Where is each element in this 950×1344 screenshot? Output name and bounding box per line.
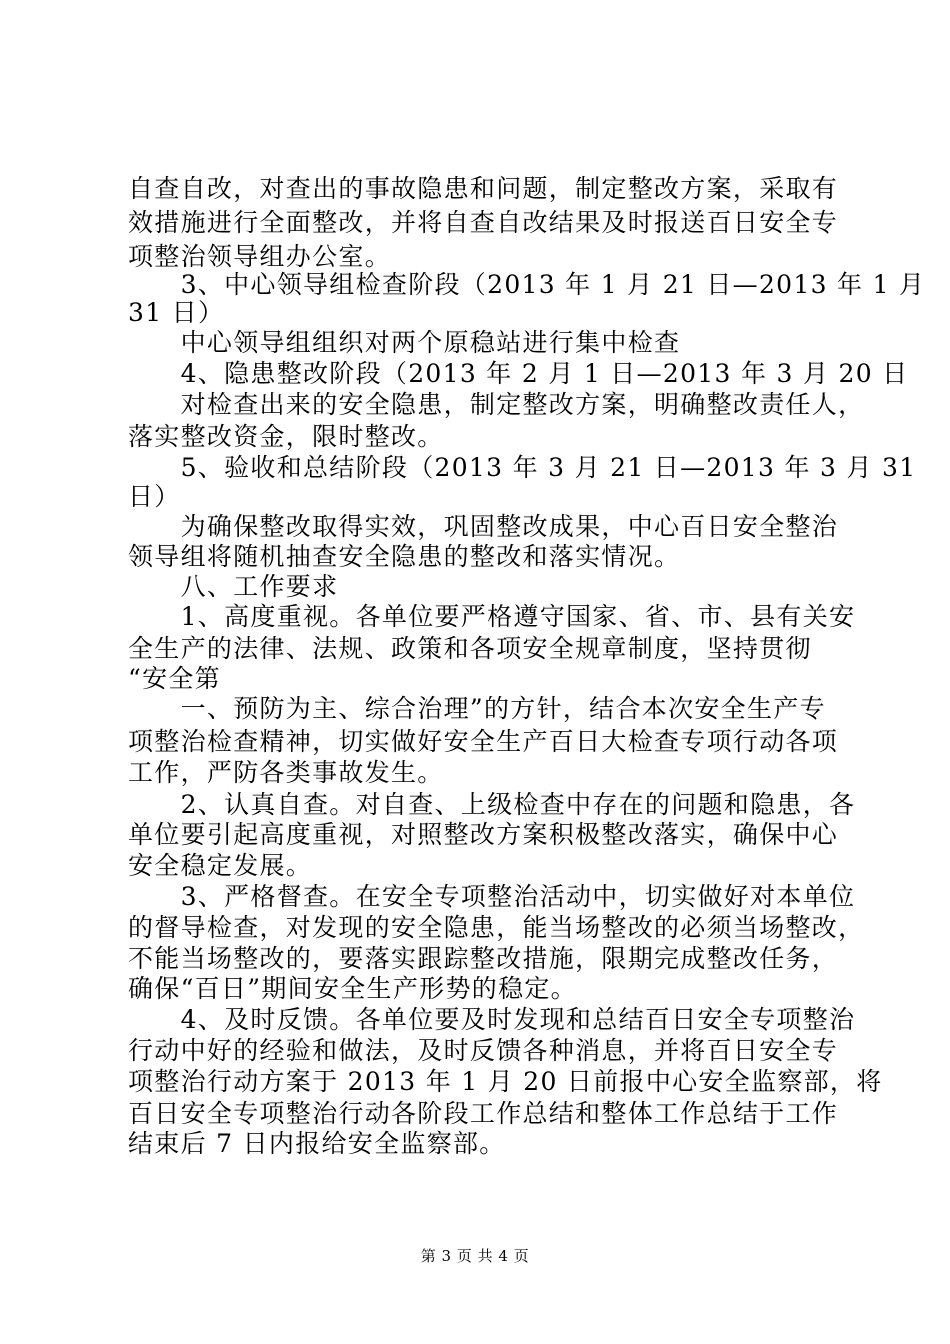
body-text-line: 为确保整改取得实效，巩固整改成果，中心百日安全整治 (128, 512, 839, 541)
body-text-line: 3、严格督查。在安全专项整治活动中，切实做好对本单位 (128, 882, 856, 911)
page-number-footer: 第 3 页 共 4 页 (420, 1247, 530, 1265)
body-text-line: 安全稳定发展。 (128, 851, 313, 880)
body-text-line: 工作，严防各类事故发生。 (128, 758, 444, 787)
body-text-line: 4、及时反馈。各单位要及时发现和总结百日安全专项整治 (128, 1005, 856, 1034)
body-text-line: 项整治领导组办公室。 (128, 242, 392, 271)
body-text-line: 结束后 7 日内报给安全监察部。 (128, 1129, 506, 1158)
body-text-line: 中心领导组组织对两个原稳站进行集中检查 (128, 328, 681, 357)
body-text-line: 3、中心领导组检查阶段（2013 年 1 月 21 日—2013 年 1 月 (128, 270, 926, 299)
body-text-line: 2、认真自查。对自查、上级检查中存在的问题和隐患，各 (128, 790, 856, 819)
body-text-line: 行动中好的经验和做法，及时反馈各种消息，并将百日安全专 (128, 1036, 839, 1065)
body-text-line: 百日安全专项整治行动各阶段工作总结和整体工作总结于工作 (128, 1099, 839, 1128)
body-text-line: 单位要引起高度重视，对照整改方案积极整改落实，确保中心 (128, 820, 839, 849)
body-text-line: 项整治行动方案于 2013 年 1 月 20 日前报中心安全监察部，将 (128, 1067, 883, 1096)
body-text-line: 落实整改资金，限时整改。 (128, 422, 444, 451)
body-text-line: 全生产的法律、法规、政策和各项安全规章制度，坚持贯彻 (128, 634, 812, 663)
body-text-line: 1、高度重视。各单位要严格遵守国家、省、市、县有关安 (128, 602, 856, 631)
body-text-line: 效措施进行全面整改，并将自查自改结果及时报送百日安全专 (128, 208, 839, 237)
body-text-line: 的督导检查，对发现的安全隐患，能当场整改的必须当场整改， (128, 913, 865, 942)
body-text-line: 日） (128, 482, 181, 511)
body-text-line: 项整治检查精神，切实做好安全生产百日大检查专项行动各项 (128, 727, 839, 756)
body-text-line: 领导组将随机抽查安全隐患的整改和落实情况。 (128, 542, 681, 571)
body-text-line: 5、验收和总结阶段（2013 年 3 月 21 日—2013 年 3 月 31 (128, 453, 917, 482)
body-text-line: “安全第 (128, 664, 221, 693)
body-text-line: 自查自改，对查出的事故隐患和问题，制定整改方案，采取有 (128, 174, 839, 203)
body-text-line: 一、预防为主、综合治理”的方针，结合本次安全生产专 (128, 694, 826, 723)
section-heading: 八、工作要求 (128, 572, 339, 601)
body-text-line: 4、隐患整改阶段（2013 年 2 月 1 日—2013 年 3 月 20 日 (128, 359, 909, 388)
body-text-line: 确保“百日”期间安全生产形势的稳定。 (128, 974, 577, 1003)
body-text-line: 对检查出来的安全隐患，制定整改方案，明确整改责任人， (128, 390, 865, 419)
body-text-line: 不能当场整改的，要落实跟踪整改措施，限期完成整改任务， (128, 944, 839, 973)
body-text-line: 31 日） (128, 298, 225, 327)
